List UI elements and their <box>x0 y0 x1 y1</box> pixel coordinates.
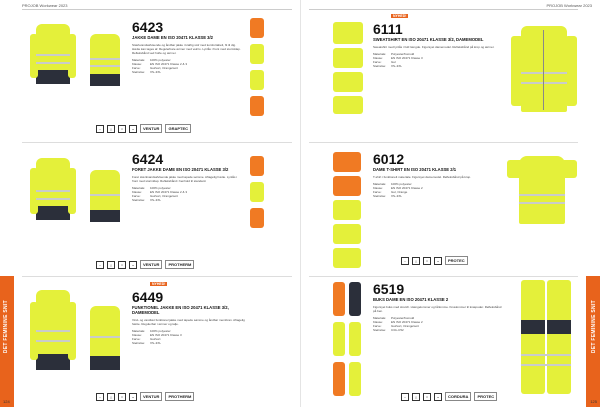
product-image-back-6424 <box>84 170 126 232</box>
no-bleach-icon: △ <box>107 261 115 269</box>
product-description: Vind- og vandtæt funktionel jakke med tapede sømme og åndbar membran. Aftagelig hætte. Regulerbar i ærmer og talje. <box>132 318 245 326</box>
new-badge: NYHED! <box>393 14 407 18</box>
page-number: 125 <box>590 399 597 404</box>
product-image-sweatshirt-large-6111 <box>511 26 577 118</box>
product-title: DAME T-SHIRT EN ISO 20471 KLASSE 2/1 <box>373 167 457 172</box>
divider <box>309 142 578 143</box>
brand-logo: VENTUR <box>140 260 162 269</box>
section-tab-label: DET FEMININE SNIT <box>591 300 597 354</box>
product-description: Sweatshirt med lynlås i fuld længde. Figursyet damemodel. Refleksbånd på krop og ærmer. <box>373 45 495 49</box>
product-specs: Materiale: Polyester/bomuld Klasse: EN ISO 20471 Klasse 3 Farve: Gul Størrelse: XS–3XL <box>373 52 423 68</box>
wash-icon: ~ <box>401 257 409 265</box>
product-description: Foret stærkvandsafvisende jakke med tapede sømme. Aftagelig hætte. Lynlås i front med stormklap. Refleksbånd i henhold til standard. <box>132 175 237 183</box>
brand-logo: PROTEC <box>474 392 497 401</box>
no-dryer-icon: □ <box>118 125 126 133</box>
running-header: PROJOB Workwear 2023 <box>22 3 68 8</box>
brand-logo: PROTHERM <box>165 260 194 269</box>
product-code: 6449 <box>132 289 164 305</box>
product-description: Figursyet buks med stretch. Hængelommer og lårlomme. Knælommer til knæpuder. Refleksbånd på ben. <box>373 305 502 313</box>
wash-icon: ~ <box>96 261 104 269</box>
product-code: 6519 <box>373 281 405 297</box>
care-icons-6519 <box>401 392 497 401</box>
product-specs: Materiale: 100% polyester Klasse: EN ISO 20471 Klasse 2 & 3 Farve: Gul/sort, Orange/sort Størrelse: XS–3XL <box>132 58 188 74</box>
wash-icon: ~ <box>401 393 409 401</box>
product-code: 6012 <box>373 151 405 167</box>
iron-icon: ◒ <box>129 393 137 401</box>
product-block-6012 <box>373 152 503 198</box>
product-block-6449 <box>132 290 252 345</box>
product-block-6519 <box>373 282 503 332</box>
divider <box>309 276 578 277</box>
product-code: 6423 <box>132 19 164 35</box>
page-number: 124 <box>3 399 10 404</box>
no-dryer-icon: □ <box>118 261 126 269</box>
product-title: FUNKTIONEL JAKKE EN ISO 20471 KLASSE 3/2, DAMEMODEL <box>132 305 229 315</box>
care-icons-6424 <box>96 260 194 269</box>
product-code: 6111 <box>373 21 403 37</box>
product-image-sweatshirt-6111 <box>329 22 367 114</box>
product-block-6111 <box>373 22 503 68</box>
product-title: JAKKE DAME EN ISO 20471 KLASSE 3/2 <box>132 35 213 40</box>
product-image-back-6449 <box>84 306 126 382</box>
product-image-tshirt-large-6012 <box>507 156 577 228</box>
care-icons-6012 <box>401 256 468 265</box>
iron-icon: ◒ <box>434 393 442 401</box>
product-specs: Materiale: 100% polyester Klasse: EN ISO 20471 Klasse 2 & 3 Farve: Gul/sort, Orange/sort Størrelse: XS–3XL <box>132 186 188 202</box>
product-image-back-6423 <box>84 34 126 96</box>
section-tab-label: DET FEMININE SNIT <box>3 300 9 354</box>
no-bleach-icon: △ <box>412 257 420 265</box>
product-image-trousers-large-6519 <box>515 280 579 400</box>
wash-icon: ~ <box>96 125 104 133</box>
brand-logo: VENTUR <box>140 392 162 401</box>
product-image-tshirt-6012 <box>329 152 367 270</box>
product-specs: Materiale: 100% polyester Klasse: EN ISO 20471 Klasse 2 Farve: Gul, Orange Størrelse: XS–3XL <box>373 182 423 198</box>
product-title: FORET JAKKE DAME EN ISO 20471 KLASSE 3/2 <box>132 167 229 172</box>
no-dryer-icon: □ <box>118 393 126 401</box>
product-image-jacket-6423 <box>30 24 76 96</box>
brand-logo: GRAPTEC <box>165 124 191 133</box>
no-bleach-icon: △ <box>412 393 420 401</box>
new-badge: NYHED! <box>152 282 166 286</box>
running-header: PROJOB Workwear 2023 <box>546 3 592 8</box>
brand-logo: VENTUR <box>140 124 162 133</box>
right-page <box>300 0 600 407</box>
no-bleach-icon: △ <box>107 125 115 133</box>
product-block-6424 <box>132 152 242 202</box>
no-dryer-icon: □ <box>423 393 431 401</box>
care-icons-6423 <box>96 124 191 133</box>
wash-icon: ~ <box>96 393 104 401</box>
no-bleach-icon: △ <box>107 393 115 401</box>
brand-logo: PROTEC <box>445 256 468 265</box>
product-description: Stærkvandsafvisende og åndbar jakke i kraftig stof med komfortabelt, fit til dig. Hætte kan tages af. Regulerbare ærmer med velcro. Lynlås i front med stormklap. Refleksbånd ved hofte og ærmer. <box>132 43 241 55</box>
product-image-jacket-6449 <box>30 290 76 390</box>
header-rule <box>309 9 578 10</box>
product-specs: Materiale: Polyester/bomuld Klasse: EN ISO 20471 Klasse 2 Farve: Gul/sort, Orange/sort Størrelse: C34–C52 <box>373 316 423 332</box>
no-dryer-icon: □ <box>423 257 431 265</box>
header-rule <box>22 9 292 10</box>
brand-logo: PROTHERM <box>165 392 194 401</box>
divider <box>22 276 292 277</box>
divider <box>22 142 292 143</box>
product-image-trousers-6519 <box>329 282 367 400</box>
iron-icon: ◒ <box>434 257 442 265</box>
product-specs: Materiale: 100% polyester Klasse: EN ISO 20471 Klasse 3 Farve: Gul/sort Størrelse: XS–3XL <box>132 329 182 345</box>
product-image-jacket-6424 <box>30 158 76 234</box>
product-title: SWEATSHIRT EN ISO 20471 KLASSE 3/2, DAMEMODEL <box>373 37 484 42</box>
product-code: 6424 <box>132 151 164 167</box>
product-block-6423 <box>132 20 242 74</box>
product-description: T-shirt i funktionelt materiale. Figursyet damemodel. Refleksbånd på krop. <box>373 175 472 179</box>
brand-logo: CORDURA <box>445 392 471 401</box>
iron-icon: ◒ <box>129 261 137 269</box>
product-title: BUKS DAME EN ISO 20471 KLASSE 2 <box>373 297 449 302</box>
care-icons-6449 <box>96 392 194 401</box>
iron-icon: ◒ <box>129 125 137 133</box>
